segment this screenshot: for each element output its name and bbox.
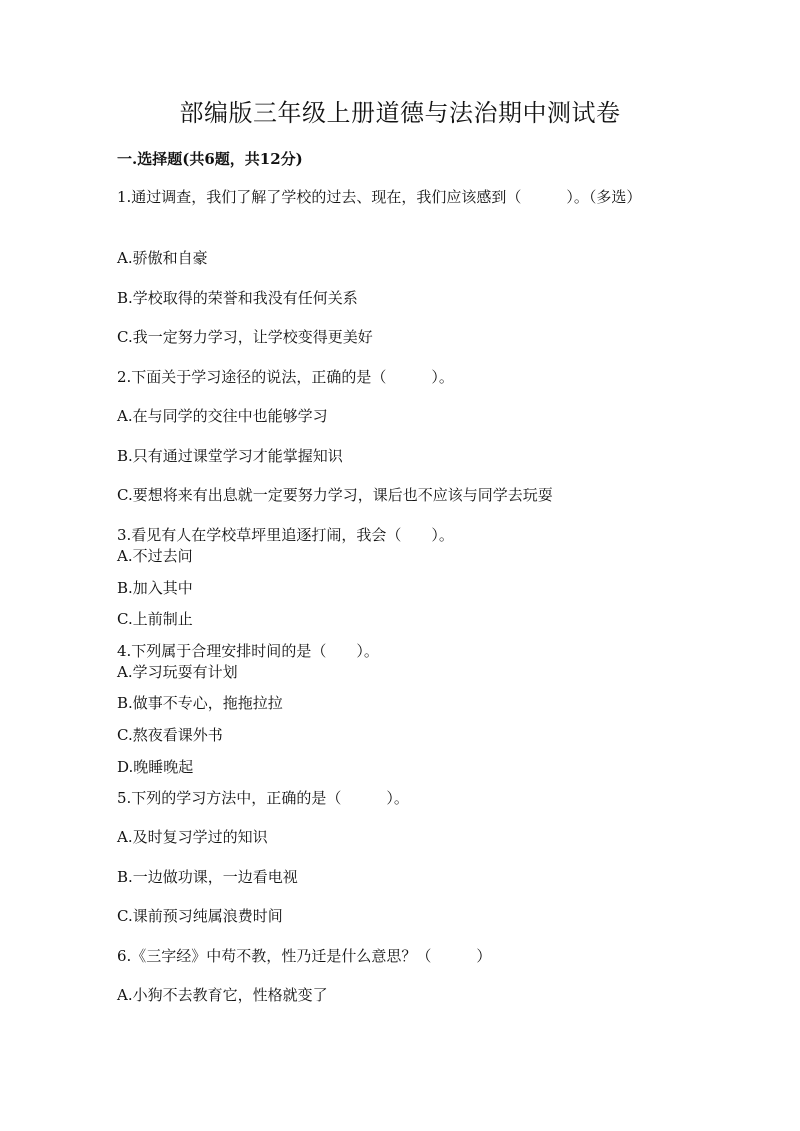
- page-title: 部编版三年级上册道德与法治期中测试卷: [179, 99, 621, 127]
- question-5-stem: 5.下列的学习方法中，正确的是（ ）。: [117, 789, 409, 807]
- question-3-option-b: B.加入其中: [117, 579, 193, 597]
- question-4-option-d: D.晚睡晚起: [117, 758, 194, 776]
- question-3-option-c: C.上前制止: [117, 610, 193, 628]
- question-4-option-a: A.学习玩耍有计划: [117, 663, 238, 681]
- question-5-option-c: C.课前预习纯属浪费时间: [117, 907, 283, 925]
- question-2-option-b: B.只有通过课堂学习才能掌握知识: [117, 447, 343, 465]
- question-2-option-c: C.要想将来有出息就一定要努力学习，课后也不应该与同学去玩耍: [117, 486, 553, 504]
- question-6-option-a: A.小狗不去教育它，性格就变了: [117, 986, 328, 1004]
- question-4-stem: 4.下列属于合理安排时间的是（ ）。: [117, 642, 379, 660]
- question-1-option-a: A.骄傲和自豪: [117, 249, 208, 267]
- question-6-stem: 6.《三字经》中苟不教，性乃迁是什么意思？（ ）: [117, 947, 492, 965]
- question-5-option-a: A.及时复习学过的知识: [117, 828, 268, 846]
- question-5-option-b: B.一边做功课，一边看电视: [117, 868, 298, 886]
- question-1-option-b: B.学校取得的荣誉和我没有任何关系: [117, 289, 358, 307]
- question-1-stem: 1.通过调查，我们了解了学校的过去、现在，我们应该感到（ ）。（多选）: [117, 188, 642, 206]
- question-3-stem: 3.看见有人在学校草坪里追逐打闹，我会（ ）。: [117, 526, 454, 544]
- question-2-stem: 2.下面关于学习途径的说法，正确的是（ ）。: [117, 368, 454, 386]
- question-3-option-a: A.不过去问: [117, 547, 193, 565]
- section-heading: 一.选择题(共6题，共12分): [117, 150, 303, 168]
- question-2-option-a: A.在与同学的交往中也能够学习: [117, 407, 328, 425]
- question-4-option-b: B.做事不专心，拖拖拉拉: [117, 694, 283, 712]
- question-1-option-c: C.我一定努力学习，让学校变得更美好: [117, 328, 373, 346]
- question-4-option-c: C.熬夜看课外书: [117, 726, 223, 744]
